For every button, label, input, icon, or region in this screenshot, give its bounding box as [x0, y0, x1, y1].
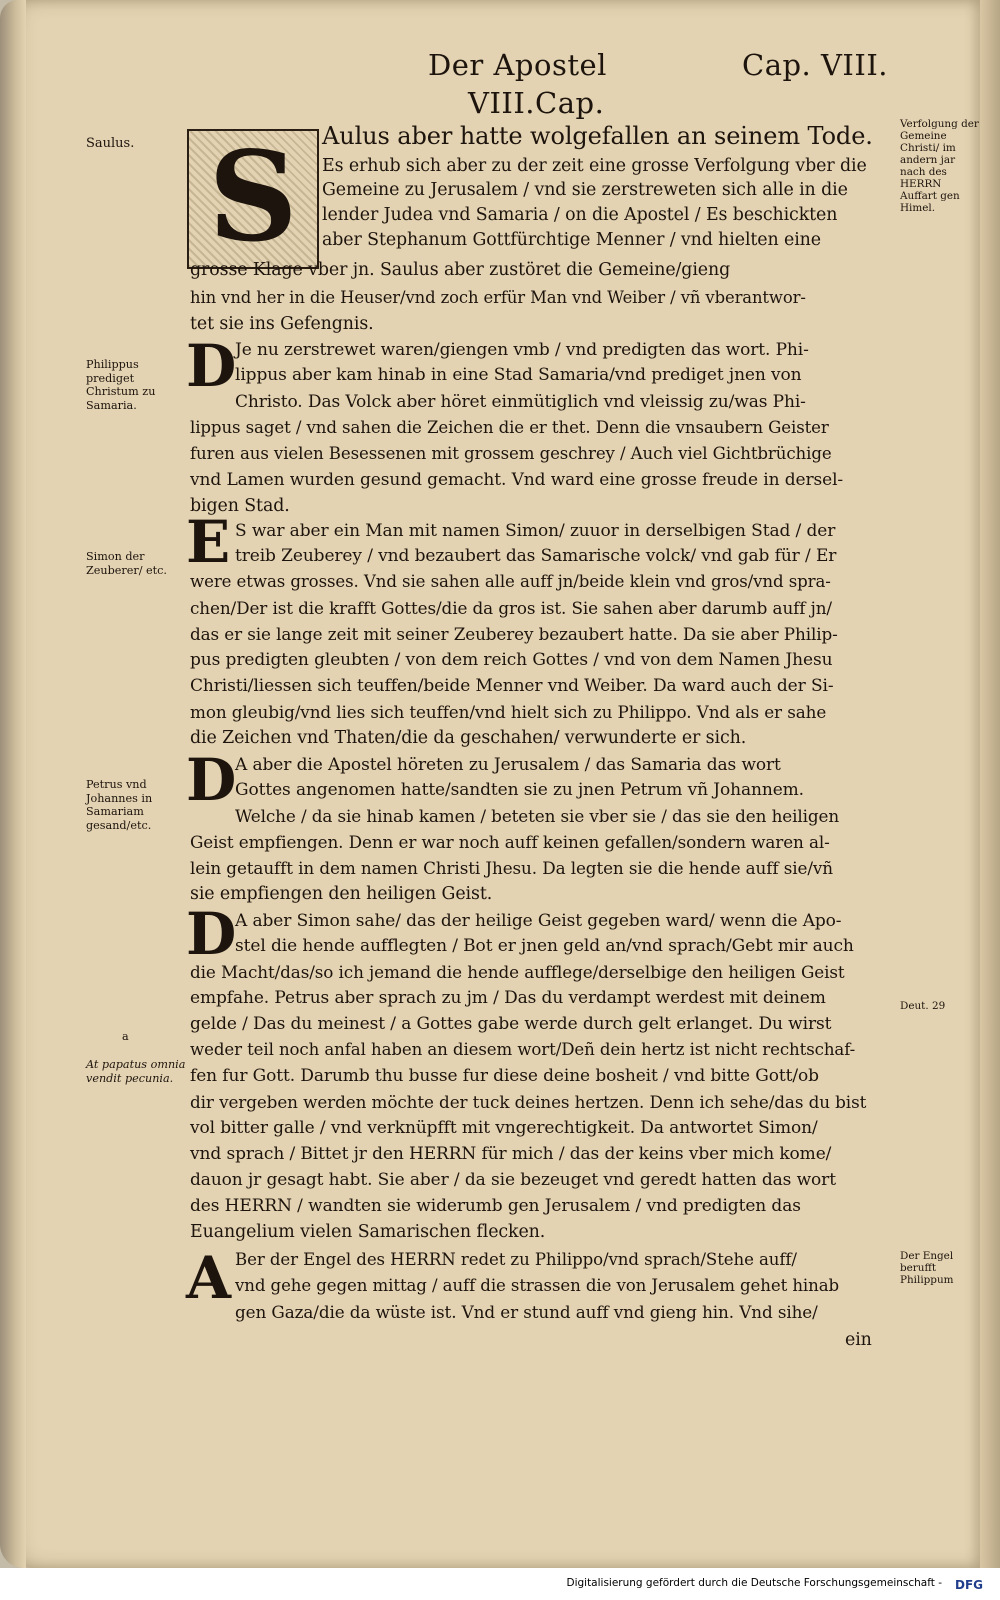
chapter-heading: VIII.Cap. — [468, 86, 605, 120]
text-line: Ber der Engel des HERRN redet zu Philippo/vnd sprach/Stehe auff/ — [235, 1250, 797, 1269]
text-line: dauon jr gesagt habt. Sie aber / da sie bezeuget vnd geredt hatten das wort — [190, 1170, 836, 1190]
margin-note-left: Philippus prediget Christum zu Samaria. — [86, 358, 156, 412]
initial-letter: E — [186, 508, 231, 576]
text-line: Geist empfiengen. Denn er war noch auff keinen gefallen/sondern waren al- — [190, 832, 830, 852]
funding-notice: Digitalisierung gefördert durch die Deutsche Forschungsgemeinschaft - — [566, 1577, 942, 1589]
text-line: Christi/liessen sich teuffen/beide Menner vnd Weiber. Da ward auch der Si- — [190, 676, 834, 696]
text-line: das er sie lange zeit mit seiner Zeuberey bezaubert hatte. Da sie aber Philip- — [190, 624, 838, 644]
text-line: tet sie ins Gefengnis. — [190, 314, 374, 334]
text-line: gen Gaza/die da wüste ist. Vnd er stund auff vnd gieng hin. Vnd sihe/ — [235, 1302, 818, 1322]
text-line: bigen Stad. — [190, 496, 290, 516]
running-head-left: Der Apostel — [428, 48, 607, 82]
text-line: gelde / Das du meinest / a Gottes gabe werde durch gelt erlanget. Du wirst — [190, 1014, 832, 1034]
text-line: were etwas grosses. Vnd sie sahen alle auff jn/beide klein vnd gros/vnd spra- — [190, 572, 831, 591]
text-line: A aber die Apostel höreten zu Jerusalem / das Samaria das wort — [235, 755, 781, 775]
text-line: weder teil noch anfal haben an diesem wort/Deñ dein hertz ist nicht rechtschaf- — [190, 1040, 856, 1059]
text-line: die Macht/das/so ich jemand die hende aufflege/derselbige den heiligen Geist — [190, 962, 845, 982]
margin-note-left: Saulus. — [86, 136, 135, 151]
margin-note-left: At papatus omnia vendit pecunia. — [86, 1058, 186, 1085]
text-line: dir vergeben werden möchte der tuck deines hertzen. Denn ich sehe/das du bist — [190, 1092, 867, 1112]
initial-letter: A — [186, 1244, 232, 1312]
text-line: lein getaufft in dem namen Christi Jhesu. Da legten sie die hende auff sie/vñ — [190, 858, 833, 878]
margin-note-right: Der Engel berufft Philippum — [900, 1250, 954, 1286]
text-line: Euangelium vielen Samarischen flecken. — [190, 1222, 546, 1242]
text-line: vnd sprach / Bittet jr den HERRN für mich / das der keins vber mich kome/ — [190, 1144, 832, 1164]
initial-letter: D — [186, 332, 237, 400]
dfg-logo — [950, 1575, 988, 1593]
text-line: sie empfiengen den heiligen Geist. — [190, 884, 493, 904]
text-line: Welche / da sie hinab kamen / beteten sie vber sie / das sie den heiligen — [235, 806, 840, 826]
text-line: Aulus aber hatte wolgefallen an seinem Tode. — [322, 122, 873, 150]
text-line: S war aber ein Man mit namen Simon/ zuuor in derselbigen Stad / der — [235, 521, 836, 541]
text-line: treib Zeuberey / vnd bezaubert das Samarische volck/ vnd gab für / Er — [235, 546, 837, 566]
text-line: aber Stephanum Gottfürchtige Menner / vnd hielten eine — [322, 230, 821, 250]
text-line: stel die hende aufflegten / Bot er jnen geld an/vnd sprach/Gebt mir auch — [235, 936, 854, 956]
margin-note-mark: a — [122, 1030, 129, 1043]
text-line: vol bitter galle / vnd verknüpfft mit vngerechtigkeit. Da antwortet Simon/ — [190, 1118, 818, 1138]
text-line: A aber Simon sahe/ das der heilige Geist gegeben ward/ wenn die Apo- — [235, 911, 842, 931]
text-line: grosse Klage vber jn. Saulus aber zustöret die Gemeine/gieng — [190, 260, 731, 280]
text-line: vnd gehe gegen mittag / auff die strassen die von Jerusalem gehet hinab — [235, 1276, 840, 1295]
initial-letter: D — [186, 900, 237, 968]
margin-note-left: Simon der Zeuberer/ etc. — [86, 550, 167, 577]
text-line: die Zeichen vnd Thaten/die da geschahen/ verwunderte er sich. — [190, 728, 747, 748]
page-edge-right — [980, 0, 1000, 1568]
catchword: ein — [845, 1330, 872, 1350]
text-line: pus predigten gleubten / von dem reich Gottes / vnd von dem Namen Jhesu — [190, 650, 833, 670]
initial-letter: D — [186, 746, 237, 814]
text-line: furen aus vielen Besessenen mit grossem geschrey / Auch viel Gichtbrüchige — [190, 444, 832, 463]
text-line: lippus saget / vnd sahen die Zeichen die er thet. Denn die vnsaubern Geister — [190, 418, 829, 437]
text-line: Christo. Das Volck aber höret einmütiglich vnd vleissig zu/was Phi- — [235, 392, 806, 412]
decorated-initial — [187, 125, 319, 270]
text-line: hin vnd her in die Heuser/vnd zoch erfür Man vnd Weiber / vñ vberantwor- — [190, 288, 806, 307]
footer-bar — [0, 1568, 1000, 1600]
text-line: Gemeine zu Jerusalem / vnd sie zerstreweten sich alle in die — [322, 180, 848, 200]
text-line: Es erhub sich aber zu der zeit eine grosse Verfolgung vber die — [322, 156, 867, 176]
text-line: empfahe. Petrus aber sprach zu jm / Das du verdampt werdest mit deinem — [190, 988, 826, 1008]
text-line: des HERRN / wandten sie widerumb gen Jerusalem / vnd predigten das — [190, 1196, 801, 1216]
text-line: chen/Der ist die krafft Gottes/die da gros ist. Sie sahen aber darumb auff jn/ — [190, 598, 832, 618]
margin-note-left: Petrus vnd Johannes in Samariam gesand/etc. — [86, 778, 153, 832]
text-line: mon gleubig/vnd lies sich teuffen/vnd hielt sich zu Philippo. Vnd als er sahe — [190, 702, 827, 722]
margin-note-right: Verfolgung der Gemeine Christi/ im andern jar nach des HERRN Auffart gen Himel. — [900, 118, 979, 214]
text-line: Je nu zerstrewet waren/giengen vmb / vnd predigten das wort. Phi- — [235, 340, 809, 360]
margin-note-right: Deut. 29 — [900, 1000, 946, 1012]
text-line: fen fur Gott. Darumb thu busse fur diese deine bosheit / vnd bitte Gott/ob — [190, 1066, 819, 1086]
text-line: lippus aber kam hinab in eine Stad Samaria/vnd prediget jnen von — [235, 365, 802, 385]
book-spine-edge — [0, 0, 26, 1568]
text-line: Gottes angenomen hatte/sandten sie zu jnen Petrum vñ Johannem. — [235, 780, 804, 800]
text-line: vnd Lamen wurden gesund gemacht. Vnd ward eine grosse freude in dersel- — [190, 470, 844, 490]
text-line: lender Judea vnd Samaria / on die Apostel / Es beschickten — [322, 205, 838, 225]
dfg-logo-text: DFG — [954, 1578, 984, 1592]
decorated-initial-letter: S — [208, 125, 298, 270]
running-head-chapter: Cap. VIII. — [742, 48, 889, 82]
